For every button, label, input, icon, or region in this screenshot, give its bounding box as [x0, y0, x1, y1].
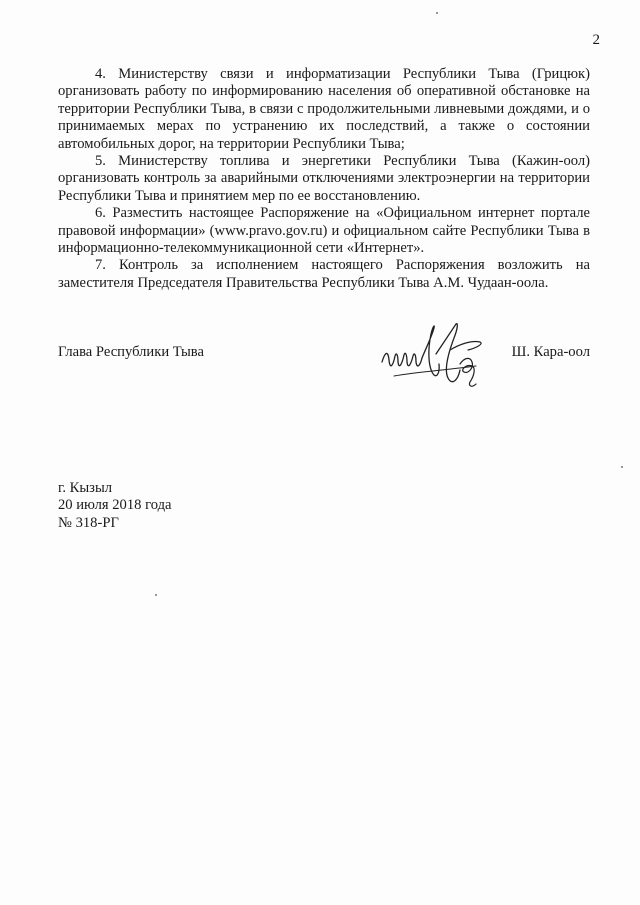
- paragraph-6: 6. Разместить настоящее Распоряжение на «Официальном интернет портале правовой информации» (www.pravo.gov.ru) и официальном сайте Республики Тыва в информационно-телекоммуникационной сети «Интернет».: [58, 205, 590, 257]
- page-number: 2: [592, 32, 600, 48]
- signatory-title: Глава Республики Тыва: [58, 344, 204, 360]
- signatory-name: Ш. Кара-оол: [511, 344, 590, 360]
- footer-city: г. Кызыл: [58, 480, 113, 496]
- footer-number: № 318-РГ: [58, 514, 119, 531]
- signature-block: [58, 340, 590, 400]
- document-body: [58, 66, 590, 292]
- scan-speck: [436, 12, 438, 14]
- scan-speck: [155, 594, 157, 596]
- paragraph-4: 4. Министерству связи и информатизации Республики Тыва (Грицюк) организовать работу по информированию населения об оперативной обстановке на территории Республики Тыва, в связи с продолжительными ливневыми дождями, и о принимаемых мерах по устранению их последствий, а также о состоянии автомобильных дорог, на территории Республики Тыва;: [58, 66, 590, 152]
- handwritten-signature: [376, 314, 498, 398]
- paragraph-7: 7. Контроль за исполнением настоящего Распоряжения возложить на заместителя Председателя Правительства Республики Тыва А.М. Чудаан-оола.: [58, 257, 590, 291]
- paragraph-5: 5. Министерству топлива и энергетики Республики Тыва (Кажин-оол) организовать контроль за аварийными отключениями электроэнергии на территории Республики Тыва и принятием мер по ее восстановлению.: [58, 153, 590, 204]
- footer-date: 20 июля 2018 года: [58, 497, 172, 514]
- scan-speck: [621, 466, 623, 468]
- document-footer: [58, 480, 171, 532]
